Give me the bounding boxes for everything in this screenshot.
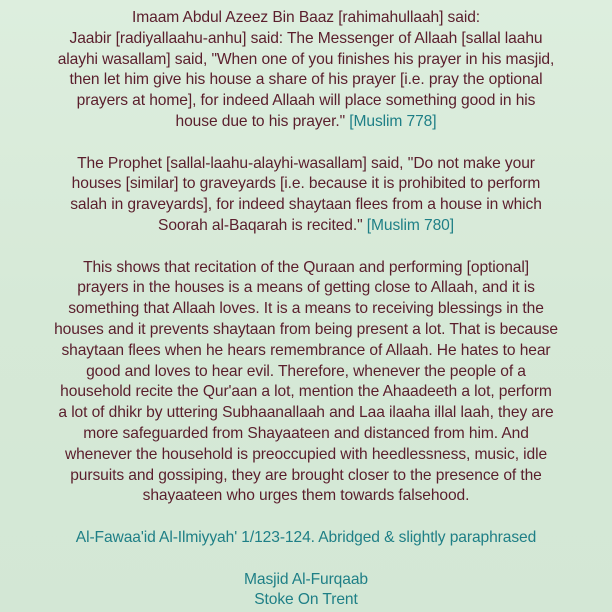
text-line: houses [similar] to graveyards [i.e. because it is prohibited to perform [71,175,541,193]
paragraph-spacer [10,133,602,154]
text-line-fragment: house due to his prayer." [175,112,346,130]
paragraph-spacer [10,237,602,258]
footer-location: Stoke On Trent [254,591,358,609]
hadith-paragraph-2 [10,154,602,237]
text-line: Jaabir [radiyallaahu-anhu] said: The Messenger of Allaah [sallal laahu [69,29,543,47]
text-line: pursuits and gossiping, they are brought closer to the presence of the [70,466,542,484]
text-line: then let him give his house a share of his prayer [i.e. pray the optional [69,71,543,89]
explanation-paragraph [10,258,602,508]
text-line: shaytaan flees when he hears remembrance of Allaah. He hates to hear [61,341,551,359]
text-line: shayaateen who urges them towards falsehood. [142,487,470,505]
text-line: Imaam Abdul Azeez Bin Baaz [rahimahullaah] said: [132,9,480,26]
text-line: This shows that recitation of the Quraan and performing [optional] [83,258,529,276]
text-line: more safeguarded from Shayaateen and distanced from him. And [83,424,529,442]
text-line [10,216,602,237]
text-line: The Prophet [sallal-laahu-alayhi-wasallam] said, ''Do not make your [77,154,535,172]
text-line: houses and it prevents shaytaan from being present a lot. That is because [54,320,558,338]
hadith-reference-2: [Muslim 780] [366,216,454,234]
text-line: household recite the Qur'aan a lot, mention the Ahaadeeth a lot, perform [60,383,552,401]
paragraph-spacer [10,549,602,570]
text-line: good and loves to hear evil. Therefore, whenever the people of a [86,362,526,380]
text-line: whenever the household is preoccupied with heedlessness, music, idle [64,445,548,463]
hadith-reference-1: [Muslim 778] [349,112,437,130]
footer-masjid-name: Masjid Al-Furqaab [244,570,368,588]
text-line: prayers in the houses is a means of getting close to Allaah, and it is [77,279,535,297]
text-line: prayers at home], for indeed Allaah will place something good in his [76,92,536,110]
text-line: salah in graveyards], for indeed shaytaan flees from a house in which [70,196,542,214]
text-line: a lot of dhikr by uttering Subhaanallaah and Laa ilaaha illal laah, they are [58,404,554,422]
text-line-fragment: Soorah al-Baqarah is recited." [158,216,363,234]
text-line: alayhi wasallam] said, "When one of you finishes his prayer in his masjid, [57,50,555,68]
hadith-paragraph-1 [10,8,602,133]
text-line: something that Allaah loves. It is a means to receiving blessings in the [68,300,544,318]
paragraph-spacer [10,507,602,528]
text-line [10,112,602,133]
source-citation: Al-Fawaa'id Al-Ilmiyyah' 1/123-124. Abridged & slightly paraphrased [75,528,537,546]
